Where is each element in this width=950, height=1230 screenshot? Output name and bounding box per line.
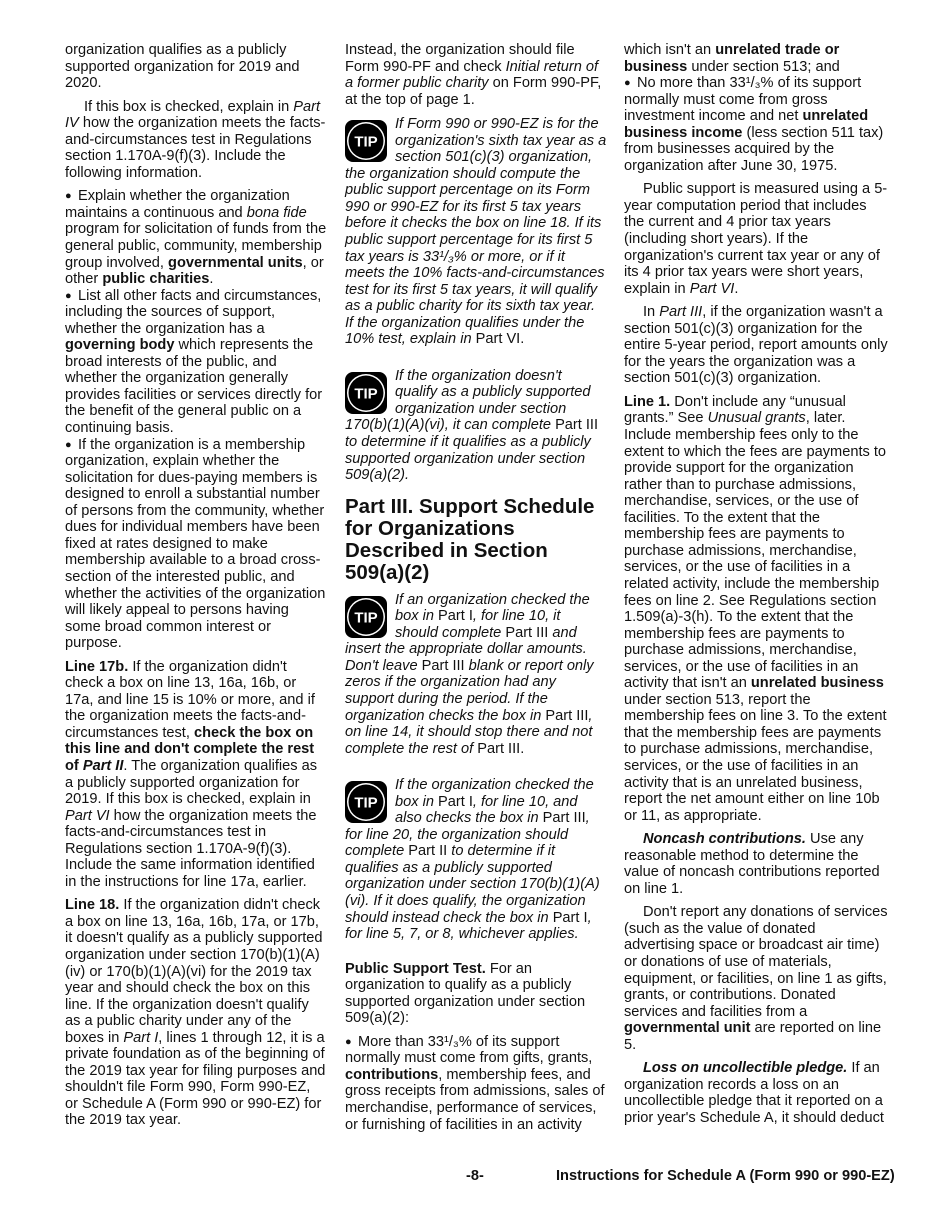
tip-label: TIP (354, 794, 378, 812)
tip-box: TIP If the organization checked the box in Part I, for line 10, and also checks the box in Part III, for line 20, the organization should complete Part II to determine if it qualifies as a publicly supported organization under section 170(b)(1)(A)(vi). If it does qualify, the organization should instead check the box in Part I, for line 5, 7, or 8, whichever applies. (345, 777, 600, 943)
paragraph: Don't report any donations of services (such as the value of donated advertising space or broadcast air time) or donations of use of materials, equipment, or facilities, on line 1 as gifts, grants, or contributions. Donated services and facilities from a governmental unit are reported on line 5. (624, 904, 888, 1053)
tip-label: TIP (354, 385, 378, 403)
tip-icon (345, 596, 387, 638)
tip-icon (345, 120, 387, 162)
column-3 (624, 42, 890, 1133)
line-1-paragraph: Line 1. Don't include any “unusual grants.” See Unusual grants, later. Include membership fees only to the extent to which the fees are payments to provide support for the organization rather than to purchase admissions, merchandise, services, or the use of facilities. To the extent that the membership fees are payments to purchase admissions, merchandise, services, or the use of facilities in a related activity, include the membership fees on line 2. See Regulations section 1.509(a)-3(h). To the extent that the membership fees are payments to purchase admissions, merchandise, services, or the use of facilities in an activity that isn't an unrelated business under section 513, report the membership fees on line 3. To the extent that the membership fees are payments to purchase admissions, merchandise, services, or the use of facilities in an activity that is an unrelated business, report the net amount either on line 10b or 11, as appropriate. (624, 393, 887, 824)
paragraph: Instead, the organization should file Form 990-PF and check Initial return of a former public charity on Form 990-PF, at the top of page 1. (345, 42, 602, 108)
tip-icon (345, 372, 387, 414)
column-2 (345, 42, 607, 1133)
document-title: Instructions for Schedule A (Form 990 or 990-EZ) (556, 1168, 895, 1184)
bullet-item: ● No more than 33¹/₃% of its support normally must come from gross investment income and net unrelated business income (less section 511 tax) from businesses acquired by the organization after June 30, 1975. (624, 75, 884, 174)
tip-box: TIP If the organization doesn't qualify as a publicly supported organization under section 170(b)(1)(A)(vi), it can complete Part III to determine if it qualifies as a publicly supported organization under section 509(a)(2). (345, 367, 599, 484)
bullet-item: ● Explain whether the organization maintains a continuous and bona fide program for solicitation of funds from the general public, community, membership group involved, governmental units, or other public charities. (65, 188, 327, 288)
part-iii-heading: Part III. Support Schedule for Organizations Described in Section 509(a)(2) (345, 494, 595, 584)
bullet-icon: ● (624, 77, 631, 90)
bullet-item: ● More than 33¹/₃% of its support normally must come from gifts, grants, contributions, membership fees, and gross receipts from admissions, sales of merchandise, performance of services, or furnishing of facilities in an activity (345, 1033, 605, 1133)
bullet-icon: ● (345, 1035, 352, 1048)
paragraph: which isn't an unrelated trade or business under section 513; and (624, 42, 840, 75)
tip-icon (345, 781, 387, 823)
tip-box: TIP If an organization checked the box in Part I, for line 10, it should complete Part III and insert the appropriate dollar amounts. Don't leave Part III blank or report only zeros if the organization had any support during the period. If the organization checks the box in Part III, on line 14, it should stop there and not complete the rest of Part III. (345, 591, 594, 757)
line-17b-paragraph: Line 17b. If the organization didn't check a box on line 13, 16a, 16b, or 17a, and line 15 is 10% or more, and if the organization meets the facts-and-circumstances test, check the box on this line and don't complete the rest of Part II. The organization qualifies as a publicly supported organization for 2019. If this box is checked, explain in Part VI how the organization meets the facts-and-circumstances test in Regulations section 1.170A-9(f)(3). Include the same information identified in the instructions for line 17a, earlier. (65, 658, 318, 890)
public-support-test-paragraph: Public Support Test. For an organization to qualify as a publicly supported organization under section 509(a)(2): (345, 960, 586, 1027)
line-18-paragraph: Line 18. If the organization didn't check a box on line 13, 16a, 16b, 17a, or 17b, it doesn't qualify as a publicly supported organization under section 170(b)(1)(A)(iv) or 170(b)(1)(A)(vi) for the 2019 tax year and should check the box on this line. If the organization doesn't qualify as a public charity under any of the boxes in Part I, lines 1 through 12, it is a private foundation as of the beginning of the 2019 tax year for filing purposes and shouldn't file Form 990, Form 990-EZ, or Schedule A (Form 990 or 990-EZ) for the 2019 tax year. (65, 897, 326, 1129)
loss-uncollectible-pledge-paragraph: Loss on uncollectible pledge. If an organization records a loss on an uncollectible pledge that it reported on a prior year's Schedule A, it should deduct (624, 1060, 884, 1126)
paragraph: If this box is checked, explain in Part IV how the organization meets the facts-and-circumstances test in Regulations section 1.170A-9(f)(3). Include the following information. (65, 98, 326, 181)
tip-label: TIP (354, 133, 378, 151)
paragraph: Public support is measured using a 5-year computation period that includes the current and 4 prior tax years (including short years). If the organization's current tax year or any of its 4 prior tax years were short years, explain in Part VI. (624, 181, 888, 297)
bullet-icon: ● (65, 438, 72, 451)
paragraph: organization qualifies as a publicly supported organization for 2019 and 2020. (65, 42, 300, 92)
bullet-item: ● If the organization is a membership organization, explain whether the solicitation for dues-paying members is designed to enroll a substantial number of persons from the community, whether dues for individual members have been fixed at rates designed to make membership available to a broad cross-section of the interested public, and whether the activities of the organization will likely appeal to persons having some broad common interest or purpose. (65, 436, 326, 652)
bullet-icon: ● (65, 190, 72, 203)
page-number: -8- (466, 1168, 484, 1184)
bullet-item: ● List all other facts and circumstances, including the sources of support, whether the organization has a governing body which represents the broad interests of the public, and whether the organization generally provides facilities or services directly for the benefit of the general public on a continuing basis. (65, 287, 323, 437)
paragraph: In Part III, if the organization wasn't a section 501(c)(3) organization for the entire 5-year period, report amounts only for the years the organization was a section 501(c)(3) organization. (624, 304, 888, 387)
tip-label: TIP (354, 609, 378, 627)
column-1 (65, 42, 327, 1136)
bullet-icon: ● (65, 289, 72, 302)
noncash-contributions-paragraph: Noncash contributions. Use any reasonable method to determine the value of noncash contributions reported on line 1. (624, 831, 880, 897)
tip-box: TIP If Form 990 or 990-EZ is for the organization's sixth tax year as a section 501(c)(3) organization, the organization should compute the public support percentage on its Form 990 or 990-EZ for its first 5 tax years before it checks the box on line 18. If its public support percentage for its first 5 tax years is 33¹/₃% or more, or if it meets the 10% facts-and-circumstances test for its first 5 tax years, it will qualify as a public charity for its sixth tax year. If the organization qualifies under the 10% test, explain in Part VI. (345, 116, 607, 348)
